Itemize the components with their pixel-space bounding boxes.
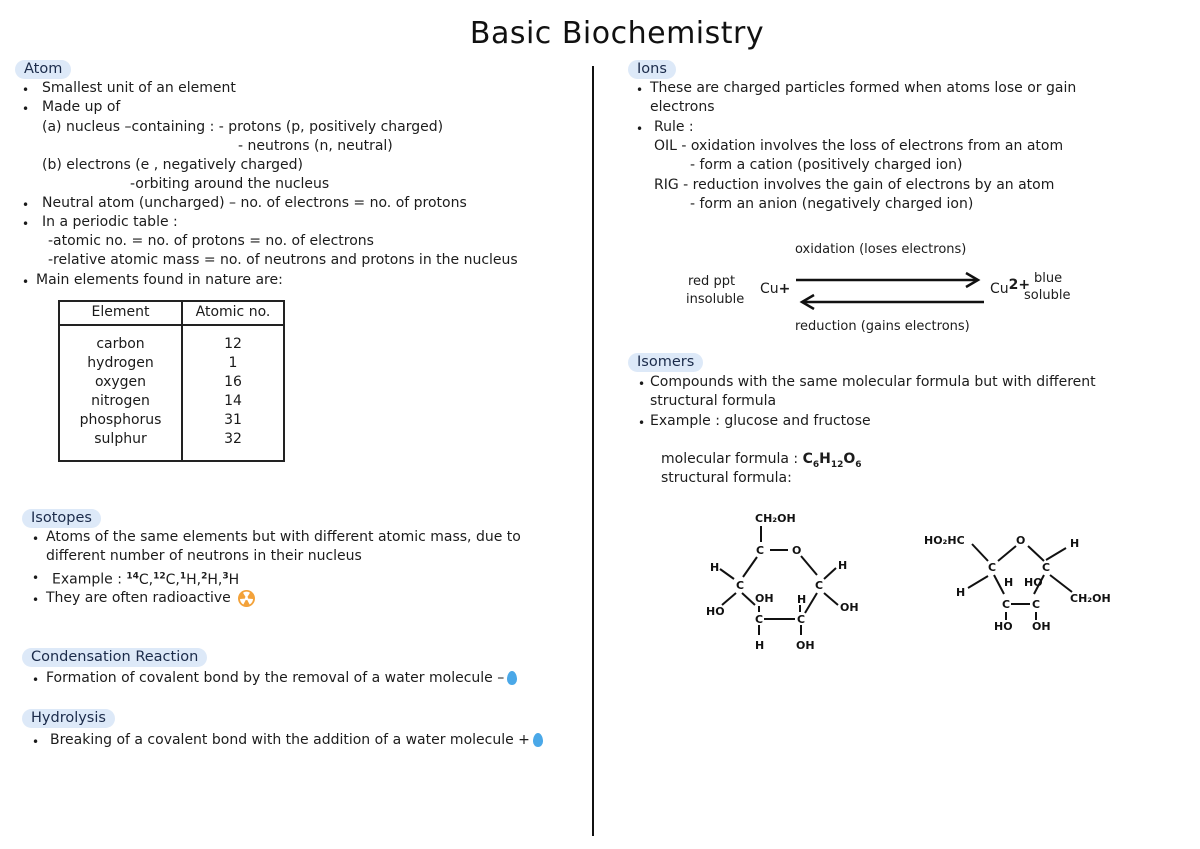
- table-cell-element: nitrogen: [91, 393, 150, 409]
- svg-text:H: H: [797, 593, 807, 606]
- table-header-atomic-no: Atomic no.: [195, 304, 271, 320]
- svg-text:HO₂HC: HO₂HC: [924, 534, 965, 547]
- bullet: •: [32, 735, 40, 749]
- bullet: •: [636, 122, 644, 136]
- left-note: red ppt: [688, 274, 736, 289]
- atom-line: Main elements found in nature are:: [36, 272, 283, 288]
- table-cell-atomic-no: 14: [224, 393, 242, 409]
- cu-2plus-symbol: Cu: [990, 281, 1009, 297]
- right-note: blue: [1034, 271, 1063, 286]
- bullet: •: [32, 532, 40, 546]
- svg-text:C: C: [797, 613, 806, 626]
- water-drop-icon: [507, 671, 517, 685]
- atom-line: (b) electrons (e , negatively charged): [42, 157, 303, 173]
- isotope-symbols: $^{14}$C,$^{12}$C,$^1$H,$^2$H,$^3$H: [126, 571, 240, 588]
- atom-line: -atomic no. = no. of protons = no. of electrons: [48, 233, 374, 249]
- ions-line: - form a cation (positively charged ion): [690, 157, 963, 173]
- table-cell-atomic-no: 31: [224, 412, 242, 428]
- ions-line: Rule :: [654, 119, 694, 135]
- ions-line: OIL - oxidation involves the loss of electrons from an atom: [654, 138, 1064, 154]
- svg-text:CH₂OH: CH₂OH: [755, 512, 796, 525]
- atom-line: Made up of: [42, 99, 121, 115]
- svg-text:C: C: [755, 613, 764, 626]
- svg-text:C: C: [736, 579, 745, 592]
- svg-text:OH: OH: [796, 639, 815, 652]
- svg-text:C: C: [1032, 598, 1041, 611]
- svg-text:C: C: [756, 544, 765, 557]
- atom-line: In a periodic table :: [42, 214, 178, 230]
- molecular-formula-label: molecular formula :: [661, 451, 799, 467]
- cu-plus-symbol: Cu: [760, 281, 779, 297]
- water-drop-icon: [533, 733, 543, 747]
- structural-formula-label: structural formula:: [661, 470, 792, 486]
- table-cell-element: sulphur: [94, 431, 147, 447]
- bullet: •: [32, 593, 40, 607]
- bullet: •: [22, 198, 30, 212]
- svg-text:H: H: [956, 586, 966, 599]
- bullet: •: [32, 673, 40, 687]
- bullet: •: [22, 275, 30, 289]
- bullet: •: [22, 217, 30, 231]
- atom-line: -relative atomic mass = no. of neutrons and protons in the nucleus: [48, 252, 518, 268]
- condensation-row: [46, 669, 517, 688]
- page-title: Basic Biochemistry: [469, 16, 765, 51]
- ions-line: - form an anion (negatively charged ion): [690, 196, 974, 212]
- atom-line: -orbiting around the nucleus: [130, 176, 330, 192]
- svg-text:O: O: [792, 544, 802, 557]
- svg-text:HO: HO: [994, 620, 1013, 633]
- isotopes-line: Atoms of the same elements but with different atomic mass, due to: [46, 529, 521, 545]
- table-cell-atomic-no: 16: [224, 374, 242, 390]
- svg-text:C: C: [1042, 561, 1051, 574]
- glucose-structure: [700, 505, 870, 655]
- right-note: soluble: [1024, 288, 1071, 303]
- svg-text:OH: OH: [755, 592, 774, 605]
- column-divider: [592, 66, 594, 836]
- ions-header: Ions: [628, 60, 676, 79]
- table-cell-element: hydrogen: [87, 355, 154, 371]
- isotopes-line: different number of neutrons in their nucleus: [46, 548, 362, 564]
- isotopes-line: They are often radioactive: [46, 590, 231, 606]
- condensation-line: Formation of covalent bond by the removal of a water molecule –: [46, 670, 505, 686]
- redox-arrows: [790, 270, 990, 310]
- isomers-line: Compounds with the same molecular formula but with different: [650, 374, 1096, 390]
- oxidation-label: oxidation (loses electrons): [795, 242, 967, 257]
- svg-text:H: H: [1070, 537, 1080, 550]
- svg-text:H: H: [755, 639, 765, 652]
- bullet: •: [32, 571, 40, 585]
- svg-text:H: H: [1004, 576, 1014, 589]
- table-cell-element: oxygen: [94, 374, 147, 390]
- isotopes-radioactive: [46, 589, 255, 608]
- bullet: •: [22, 102, 30, 116]
- isotopes-example: [52, 567, 239, 590]
- bullet: •: [636, 83, 644, 97]
- hydrolysis-header: Hydrolysis: [22, 709, 115, 728]
- svg-text:HO: HO: [706, 605, 725, 618]
- hydrolysis-line: Breaking of a covalent bond with the addition of a water molecule +: [50, 732, 530, 748]
- fructose-structure: [920, 528, 1130, 638]
- svg-text:C: C: [815, 579, 824, 592]
- atom-header: Atom: [15, 60, 71, 79]
- elements-table: [58, 300, 285, 462]
- table-header-element: Element: [91, 304, 150, 320]
- atom-line: - neutrons (n, neutral): [238, 138, 393, 154]
- radioactive-icon: [238, 590, 255, 607]
- atom-line: Neutral atom (uncharged) – no. of electrons = no. of protons: [42, 195, 467, 211]
- cu-2plus: Cu2+: [990, 277, 1031, 297]
- svg-text:OH: OH: [1032, 620, 1051, 633]
- svg-text:C: C: [1002, 598, 1011, 611]
- left-note: insoluble: [686, 292, 745, 307]
- isomers-line: Example : glucose and fructose: [650, 413, 871, 429]
- isotopes-example-label: Example :: [52, 571, 122, 588]
- atom-line: (a) nucleus –containing : - protons (p, positively charged): [42, 119, 444, 135]
- table-cell-element: phosphorus: [79, 412, 162, 428]
- reduction-label: reduction (gains electrons): [795, 319, 970, 334]
- ions-line: These are charged particles formed when atoms lose or gain: [650, 80, 1077, 96]
- ions-line: electrons: [650, 99, 715, 115]
- table-cell-element: carbon: [96, 336, 145, 352]
- hydrolysis-row: [50, 731, 543, 750]
- ions-line: RIG - reduction involves the gain of electrons by an atom: [654, 177, 1055, 193]
- table-cell-atomic-no: 12: [224, 336, 242, 352]
- svg-text:HO: HO: [1024, 576, 1043, 589]
- svg-text:O: O: [1016, 534, 1026, 547]
- bullet: •: [638, 416, 646, 430]
- svg-text:OH: OH: [840, 601, 859, 614]
- bullet: •: [638, 377, 646, 391]
- bullet: •: [22, 83, 30, 97]
- table-cell-atomic-no: 1: [228, 355, 238, 371]
- molecular-formula-value: $C_6H_{12}O_6$: [802, 451, 862, 470]
- isomers-header: Isomers: [628, 353, 703, 372]
- cu-plus: Cu+: [760, 281, 791, 297]
- svg-text:H: H: [838, 559, 848, 572]
- table-cell-atomic-no: 32: [224, 431, 242, 447]
- svg-text:C: C: [988, 561, 997, 574]
- isotopes-header: Isotopes: [22, 509, 101, 528]
- svg-text:H: H: [710, 561, 720, 574]
- svg-text:CH₂OH: CH₂OH: [1070, 592, 1111, 605]
- condensation-header: Condensation Reaction: [22, 648, 207, 667]
- atom-line: Smallest unit of an element: [42, 80, 236, 96]
- isomers-line: structural formula: [650, 393, 777, 409]
